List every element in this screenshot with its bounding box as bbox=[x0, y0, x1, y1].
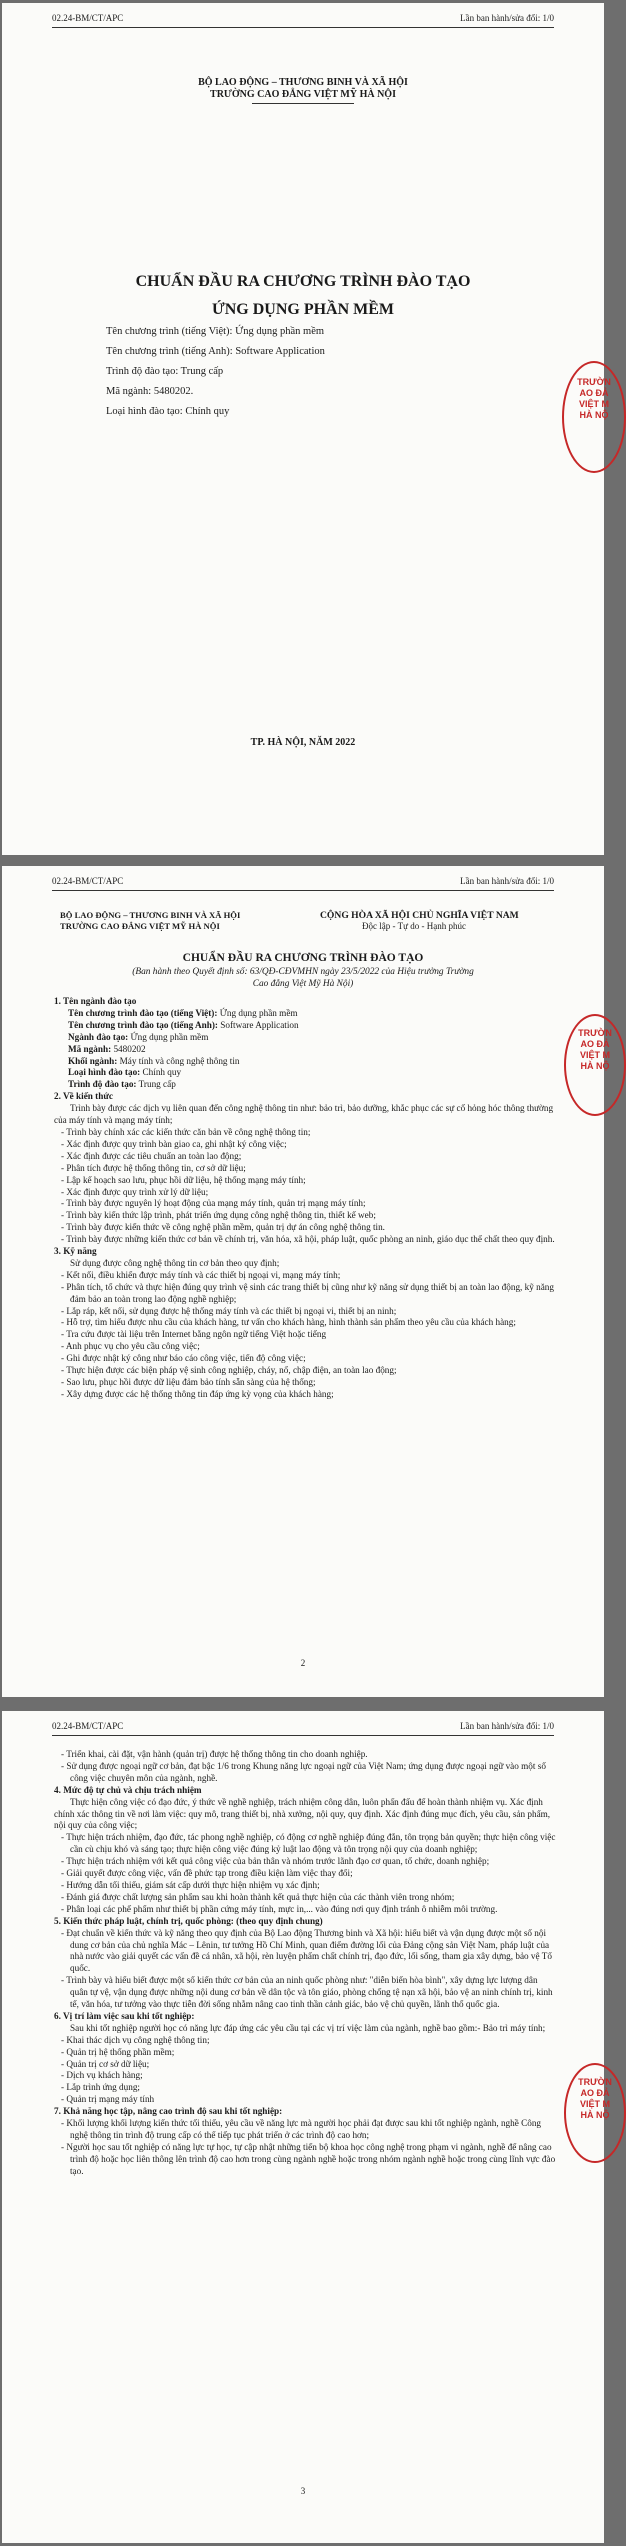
list-item: Tên chương trình đào tạo (tiếng Anh): Software Application bbox=[68, 1019, 299, 1030]
page-header bbox=[52, 13, 554, 28]
list-item: - Trình bày kiến thức lập trình, phát triển ứng dụng công nghệ thông tin, thiết kế web; bbox=[54, 1210, 556, 1222]
section-heading: 2. Về kiến thức bbox=[54, 1091, 113, 1102]
info-line: Tên chương trình (tiếng Anh): Software Application bbox=[106, 346, 325, 357]
list-item: - Hướng dẫn tối thiểu, giám sát cấp dưới thực hiện nhiệm vụ xác định; bbox=[54, 1880, 556, 1892]
list-item: Ngành đào tạo: Ứng dụng phần mềm bbox=[68, 1031, 209, 1042]
school-seal: TRƯỜN AO ĐẢ VIỆT M HÀ NỘ bbox=[564, 1014, 626, 1116]
list-item: - Phân tích được hệ thống thông tin, cơ sở dữ liệu; bbox=[54, 1163, 556, 1175]
section-heading: 1. Tên ngành đào tạo bbox=[54, 996, 137, 1006]
paragraph: Sau khi tốt nghiệp người học có năng lực đáp ứng các yêu cầu tại các vị trí việc làm của ngành, nghề bao gồm:- Bảo trì máy tính; bbox=[70, 2022, 546, 2033]
list-item: - Hỗ trợ, tìm hiểu được nhu cầu của khách hàng, tư vấn cho khách hàng, hình thành sản phẩm theo yêu cầu của khách hàng; bbox=[54, 1317, 556, 1329]
paragraph: Trình bày được các dịch vụ liên quan đến công nghệ thông tin như: bảo trì, bảo dưỡng, khắc phục các sự cố hỏng hóc thông thường của máy tính và mạng máy tính; bbox=[54, 1103, 554, 1126]
content bbox=[54, 996, 556, 1401]
list-item: Trình độ đào tạo: Trung cấp bbox=[68, 1079, 176, 1090]
list-item: - Đạt chuẩn về kiến thức và kỹ năng theo quy định của Bộ Lao động Thương binh và Xã hội: hiểu biết và vận dụng được một số nội dung cơ bản của chủ nghĩa Mác – Lênin, tư tưởng Hồ Chí Minh, quan điểm đường lối của Đảng cộng sản Việt Nam, pháp luật của nhà nước vào giải quyết các vấn đề cá nhân, xã hội, rèn luyện phẩm chất chính trị, đạo đức, lối sống, tham gia xây dựng, bảo vệ Tổ quốc. bbox=[54, 1928, 556, 1976]
form-code: 02.24-BM/CT/APC bbox=[52, 1721, 124, 1731]
info-line: Mã ngành: 5480202. bbox=[106, 386, 194, 397]
list-item: - Trình bày được kiến thức về công nghệ phần mềm, quản trị dự án công nghệ thông tin. bbox=[54, 1222, 556, 1234]
list-item: - Trình bày được những kiến thức cơ bản về chính trị, văn hóa, xã hội, pháp luật, quốc phòng an ninh, giáo dục thể chất theo quy định. bbox=[54, 1234, 556, 1246]
list-item: - Phân tích, tổ chức và thực hiện đúng quy trình vệ sinh các trang thiết bị cũng như kỹ năng sử dụng thiết bị an toàn lao động, kỹ năng đảm bảo an toàn trong lao động nghề nghiệp; bbox=[54, 1282, 556, 1306]
document-page-2 bbox=[2, 866, 612, 1697]
list-item: Loại hình đào tạo: Chính quy bbox=[68, 1067, 182, 1078]
list-item: - Khai thác dịch vụ công nghệ thông tin; bbox=[54, 2035, 556, 2047]
doc-title: CHUẨN ĐẦU RA CHƯƠNG TRÌNH ĐÀO TẠO bbox=[135, 273, 471, 290]
list-item: - Triển khai, cài đặt, vận hành (quản trị) được hệ thống thông tin cho doanh nghiệp. bbox=[54, 1749, 556, 1761]
info-line: Trình độ đào tạo: Trung cấp bbox=[106, 366, 224, 377]
page-header bbox=[52, 876, 554, 891]
divider bbox=[252, 103, 354, 104]
list-item: - Đánh giá được chất lượng sản phẩm sau khi hoàn thành kết quả thực hiện của các thành viên trong nhóm; bbox=[54, 1892, 556, 1904]
content bbox=[54, 1749, 556, 2178]
list-item: - Xác định được quy trình bàn giao ca, ghi nhật ký công việc; bbox=[54, 1139, 556, 1151]
list-item: - Sử dụng được ngoại ngữ cơ bản, đạt bậc 1/6 trong Khung năng lực ngoại ngữ của Việt Nam; ứng dụng được ngoại ngữ vào một số công việc chuyên môn của ngành, nghề. bbox=[54, 1761, 556, 1785]
school-name: TRƯỜNG CAO ĐẲNG VIỆT MỸ HÀ NỘI bbox=[210, 89, 396, 100]
list-item: - Tra cứu được tài liệu trên Internet bằng ngôn ngữ tiếng Việt hoặc tiếng bbox=[54, 1329, 556, 1341]
list-item: - Ghi được nhật ký công như báo cáo công việc, tiến độ công việc; bbox=[54, 1353, 556, 1365]
list-item: - Lắp trình ứng dụng; bbox=[54, 2082, 556, 2094]
list-item: - Quản trị cơ sở dữ liệu; bbox=[54, 2059, 556, 2071]
nation-motto: Độc lập - Tự do - Hạnh phúc bbox=[362, 921, 466, 931]
revision-label: Lần ban hành/sửa đổi: 1/0 bbox=[460, 1721, 554, 1731]
revision-label: Lần ban hành/sửa đổi: 1/0 bbox=[460, 13, 554, 23]
list-item: Mã ngành: 5480202 bbox=[68, 1043, 146, 1054]
info-line: Loại hình đào tạo: Chính quy bbox=[106, 406, 230, 417]
list-item: - Quản trị mạng máy tính bbox=[54, 2094, 556, 2106]
page-number: 3 bbox=[300, 2486, 306, 2496]
page-number: 2 bbox=[300, 1658, 306, 1668]
ministry-name: BỘ LAO ĐỘNG – THƯƠNG BINH VÀ XÃ HỘI bbox=[198, 77, 408, 88]
form-code: 02.24-BM/CT/APC bbox=[52, 876, 124, 886]
list-item: - Lắp ráp, kết nối, sử dụng được hệ thống máy tính và các thiết bị ngoại vi, thiết bị an ninh; bbox=[54, 1306, 556, 1318]
place-date: TP. HÀ NỘI, NĂM 2022 bbox=[250, 737, 356, 748]
ministry-name: BỘ LAO ĐỘNG – THƯƠNG BINH VÀ XÃ HỘI bbox=[60, 910, 241, 920]
revision-label: Lần ban hành/sửa đổi: 1/0 bbox=[460, 876, 554, 886]
paragraph: Sử dụng được công nghệ thông tin cơ bản theo quy định; bbox=[70, 1257, 280, 1268]
list-item: - Xác định được các tiêu chuẩn an toàn lao động; bbox=[54, 1151, 556, 1163]
list-item: - Trình bày và hiểu biết được một số kiến thức cơ bản của an ninh quốc phòng như: "diễn biến hòa bình", xây dựng lực lượng dân quân tự vệ, vận dụng được những nội dung cơ bản về dân tộc và tôn giáo, phòng chống tệ nạn xã hội, bảo vệ an ninh chính trị, kinh tế, văn hóa, tư tưởng vào thực tiễn đời sống nhằm nâng cao tinh thần cảnh giác, bảo vệ chủ quyền, lãnh thổ quốc gia. bbox=[54, 1975, 556, 2011]
list-item: - Thực hiện được các biện pháp vệ sinh công nghiệp, cháy, nổ, chập điện, an toàn lao động; bbox=[54, 1365, 556, 1377]
school-seal: TRƯỜN AO ĐẢ VIỆT M HÀ NỘ bbox=[564, 2063, 626, 2163]
doc-title: CHUẨN ĐẦU RA CHƯƠNG TRÌNH ĐÀO TẠO bbox=[182, 952, 424, 964]
document-page-3 bbox=[2, 1711, 612, 2543]
decision-note: (Ban hành theo Quyết định số: 63/QĐ-CĐVMHN ngày 23/5/2022 của Hiệu trưởng Trường bbox=[132, 967, 474, 977]
list-item: - Trình bày được nguyên lý hoạt động của mạng máy tính, quản trị mạng máy tính; bbox=[54, 1198, 556, 1210]
section-heading: 5. Kiến thức pháp luật, chính trị, quốc phòng: (theo quy định chung) bbox=[54, 1915, 323, 1926]
list-item: - Sao lưu, phục hồi được dữ liệu đảm bảo tính sẵn sàng của hệ thống; bbox=[54, 1377, 556, 1389]
list-item: - Kết nối, điều khiển được máy tính và các thiết bị ngoại vi, mạng máy tính; bbox=[54, 1270, 556, 1282]
list-item: - Trình bày chính xác các kiến thức căn bản về công nghệ thông tin; bbox=[54, 1127, 556, 1139]
list-item: - Xác định được quy trình xử lý dữ liệu; bbox=[54, 1187, 556, 1199]
nation-name: CỘNG HÒA XÃ HỘI CHỦ NGHĨA VIỆT NAM bbox=[320, 910, 519, 921]
list-item: - Người học sau tốt nghiệp có năng lực tự học, tự cập nhật những tiến bộ khoa học công nghệ trong phạm vi ngành, nghề để nâng cao trình độ hoặc học liên thông lên trình độ cao hơn trong cùng ngành nghề hoặc trong nhóm ngành nghề hoặc trong cùng lĩnh vực đào tạo. bbox=[54, 2142, 556, 2178]
form-code: 02.24-BM/CT/APC bbox=[52, 13, 124, 23]
list-item: - Thực hiện trách nhiệm với kết quả công việc của bản thân và nhóm trước lãnh đạo cơ quan, tổ chức, doanh nghiệp; bbox=[54, 1856, 556, 1868]
cover-page bbox=[2, 3, 611, 855]
list-item: - Phân loại các phế phẩm như thiết bị phần cứng máy tính, mực in,... vào đúng nơi quy định tránh ô nhiễm môi trường. bbox=[54, 1904, 556, 1916]
list-item: - Giải quyết được công việc, vấn đề phức tạp trong điều kiện làm việc thay đổi; bbox=[54, 1868, 556, 1880]
school-name: TRƯỜNG CAO ĐẲNG VIỆT MỸ HÀ NỘI bbox=[60, 921, 220, 931]
section-heading: 3. Kỹ năng bbox=[54, 1246, 97, 1257]
list-item: - Quản trị hệ thống phần mềm; bbox=[54, 2047, 556, 2059]
page-header bbox=[52, 1721, 554, 1736]
section-heading: 4. Mức độ tự chủ và chịu trách nhiệm bbox=[54, 1784, 202, 1795]
decision-note: Cao đẳng Việt Mỹ Hà Nội) bbox=[252, 979, 354, 989]
list-item: - Anh phục vụ cho yêu cầu công việc; bbox=[54, 1341, 556, 1353]
list-item: - Dịch vụ khách hàng; bbox=[54, 2070, 556, 2082]
list-item: - Xây dựng được các hệ thống thông tin đáp ứng kỳ vọng của khách hàng; bbox=[54, 1389, 556, 1401]
program-name: ỨNG DỤNG PHẦN MỀM bbox=[211, 301, 395, 318]
paragraph: Thực hiện công việc có đạo đức, ý thức về nghề nghiệp, trách nhiệm công dân, luôn phấn đấu để hoàn thành nhiệm vụ. Xác định chính xác thông tin về nơi làm việc: quy mô, trang thiết bị, nhà xưởng, nội quy, quy định. Xác định đúng mục đích, yêu cầu, sản phẩm, nội quy của công việc; bbox=[54, 1796, 551, 1831]
section-heading: 6. Vị trí làm việc sau khi tốt nghiệp: bbox=[54, 2010, 195, 2021]
school-seal: TRƯỜN AO ĐẢ VIỆT M HÀ NỘ bbox=[562, 361, 626, 473]
list-item: - Lập kế hoạch sao lưu, phục hồi dữ liệu, hệ thống mạng máy tính; bbox=[54, 1175, 556, 1187]
list-item: - Thực hiện trách nhiệm, đạo đức, tác phong nghề nghiệp, có động cơ nghề nghiệp đúng đắn, tôn trọng bản quyền; thực hiện công việc cần cù chịu khó và sáng tạo; thực hiện công việc đúng kỷ luật lao động và tôn trọng nội quy của doanh nghiệp; bbox=[54, 1832, 556, 1856]
info-line: Tên chương trình (tiếng Việt): Ứng dụng phần mềm bbox=[106, 326, 325, 337]
section-heading: 7. Khả năng học tập, nâng cao trình độ sau khi tốt nghiệp: bbox=[54, 2106, 283, 2117]
list-item: - Khối lượng khối lượng kiến thức tối thiểu, yêu cầu về năng lực mà người học phải đạt được sau khi tốt nghiệp ngành, nghề Công nghệ thông tin trình độ trung cấp có thể tiếp tục phát triển ở các trình độ cao hơn; bbox=[54, 2118, 556, 2142]
list-item: Khối ngành: Máy tính và công nghệ thông tin bbox=[68, 1055, 240, 1066]
list-item: Tên chương trình đào tạo (tiếng Việt): Ứng dụng phần mềm bbox=[68, 1007, 298, 1018]
